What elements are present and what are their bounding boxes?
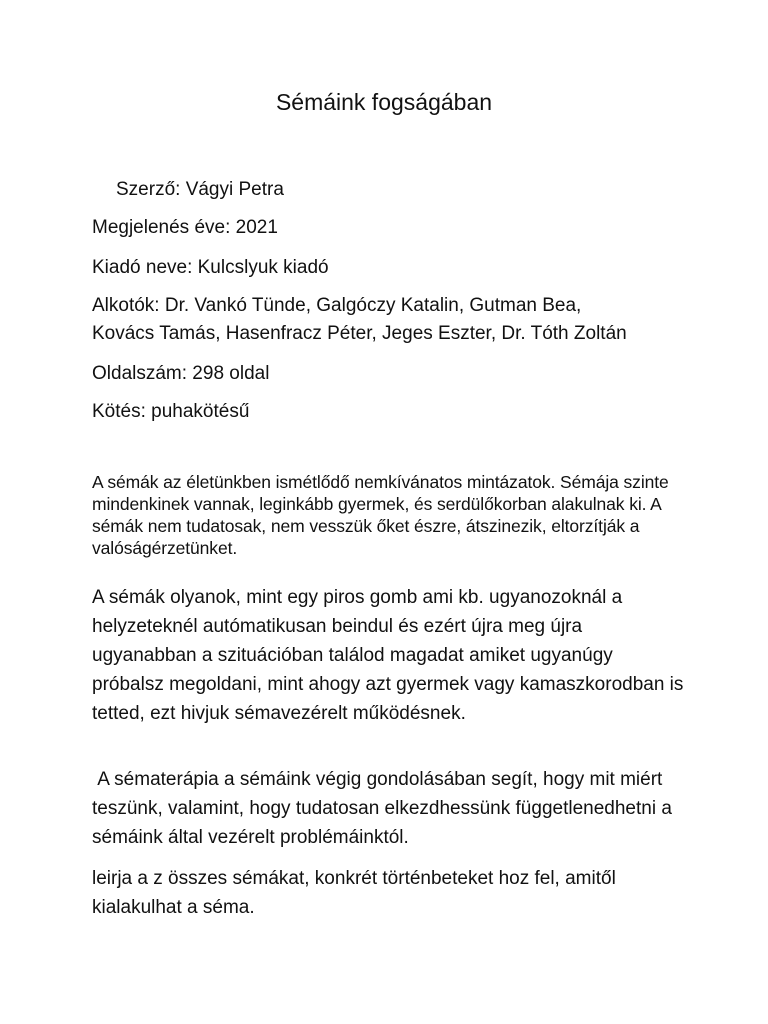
binding-line: Kötés: puhakötésű [92,401,250,422]
paragraph-intro: A sémák az életünkben ismétlődő nemkívánatos mintázatok. Sémája szinte mindenkinek vannak, leginkább gyermek, és serdülőkorban alakulnak ki. A sémák nem tudatosak, nem vesszük őket észre, átszinezik, eltorzítják a valóságérzetünket. [92,472,669,558]
paragraph-red-button: A sémák olyanok, mint egy piros gomb ami kb. ugyanozoknál a helyzeteknél autómatikusan beindul és ezért újra meg újra ugyanabban a szituációban találod magadat amiket ugyanúgy próbalsz megoldani, mint ahogy azt gyermek vagy kamaszkorodban is tetted, ezt hivjuk sémavezérelt működésnek. [92,587,684,724]
year-line: Megjelenés éve: 2021 [92,217,278,238]
pages-line: Oldalszám: 298 oldal [92,363,270,384]
author-line: Szerző: Vágyi Petra [116,179,284,200]
document-title: Sémáink fogságában [275,89,493,115]
contributors-line-1: Alkotók: Dr. Vankó Tünde, Galgóczy Katalin, Gutman Bea, [92,295,582,316]
paragraph-description: leirja a z összes sémákat, konkrét történbeteket hoz fel, amitől kialakulhat a séma. [92,868,616,918]
contributors-line-2: Kovács Tamás, Hasenfracz Péter, Jeges Eszter, Dr. Tóth Zoltán [92,323,627,344]
publisher-line: Kiadó neve: Kulcslyuk kiadó [92,257,329,278]
paragraph-schema-therapy: A sématerápia a sémáink végig gondolásában segít, hogy mit miért teszünk, valamint, hogy tudatosan elkezdhessünk függetlenedhetni a sémáink által vezérelt problémáinktól. [92,769,678,848]
